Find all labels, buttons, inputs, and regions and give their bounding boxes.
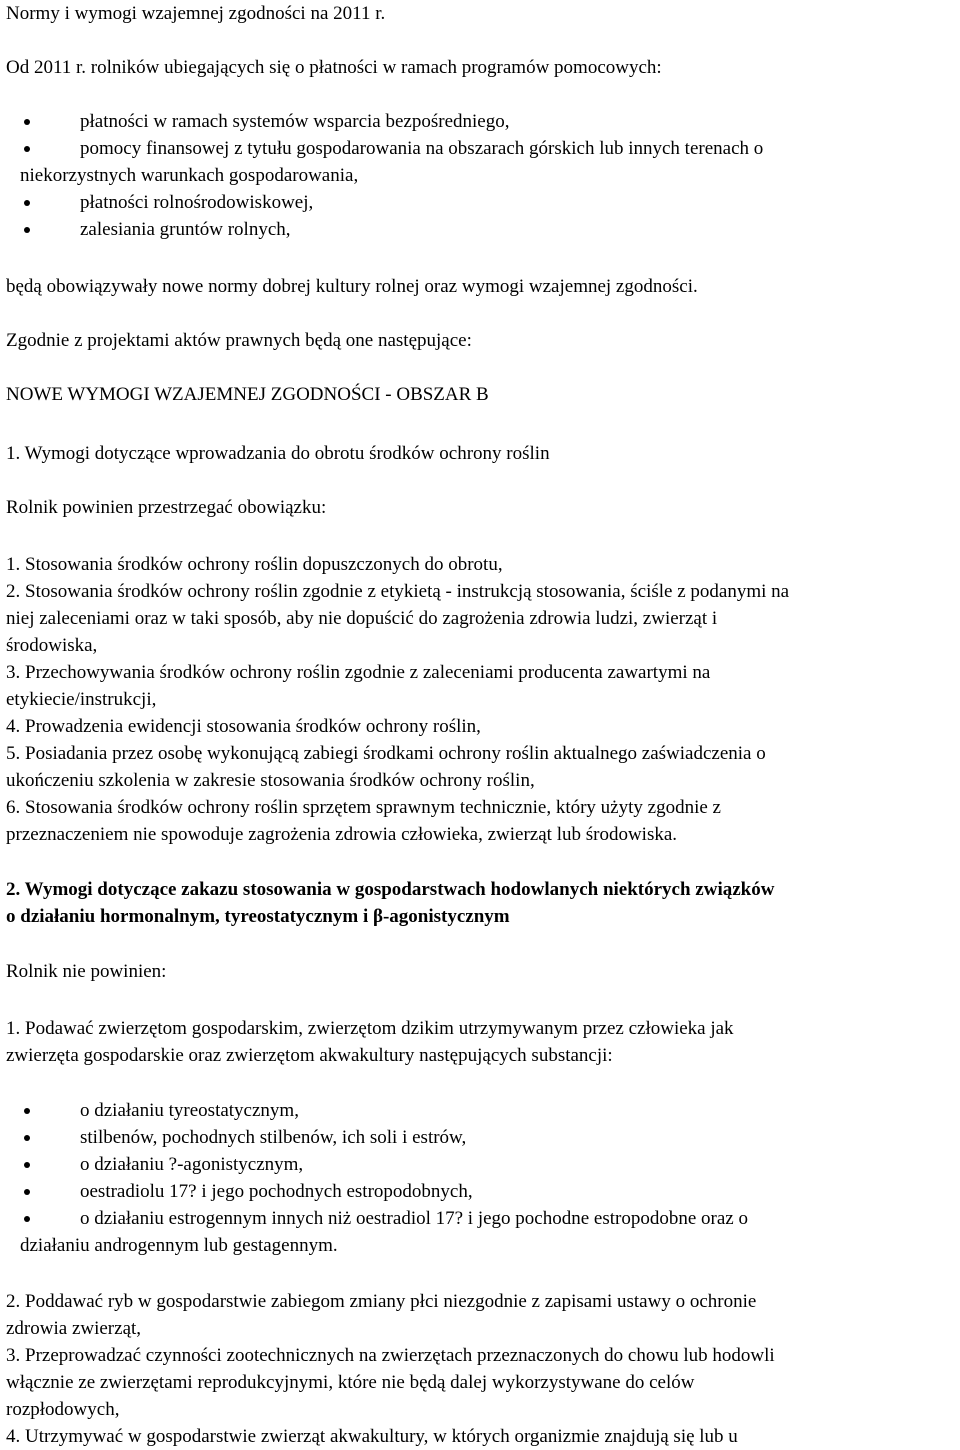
list-item: 4. Utrzymywać w gospodarstwie zwierząt akwakultury, w których organizmie znajdują się lub u xyxy=(6,1426,738,1447)
section-1-lead: Rolnik powinien przestrzegać obowiązku: xyxy=(6,497,327,518)
list-item: stilbenów, pochodnych stilbenów, ich soli i estrów, xyxy=(6,1124,956,1151)
bullet-icon xyxy=(24,200,30,206)
list-item: 1. Stosowania środków ochrony roślin dopuszczonych do obrotu, xyxy=(6,554,503,575)
bullet-icon xyxy=(24,1216,30,1222)
list-item: zalesiania gruntów rolnych, xyxy=(6,216,956,243)
section-2-lead: Rolnik nie powinien: xyxy=(6,961,167,982)
list-item-continuation: środowiska, xyxy=(6,635,98,656)
list-item: 2. Stosowania środków ochrony roślin zgodnie z etykietą - instrukcją stosowania, ściśle z podanymi na xyxy=(6,581,790,602)
bullet-icon xyxy=(24,119,30,125)
list-item-continuation: zdrowia zwierząt, xyxy=(6,1318,142,1339)
list-item-continuation: rozpłodowych, xyxy=(6,1399,120,1420)
area-heading: NOWE WYMOGI WZAJEMNEJ ZGODNOŚCI - OBSZAR B xyxy=(6,384,489,405)
intro-after-paragraph: będą obowiązywały nowe normy dobrej kultury rolnej oraz wymogi wzajemnej zgodności. xyxy=(6,276,698,297)
list-item-continuation: niekorzystnych warunkach gospodarowania, xyxy=(20,165,359,186)
substances-bullet-list xyxy=(6,1097,956,1232)
bullet-icon xyxy=(24,146,30,152)
list-item: o działaniu estrogennym innych niż oestradiol 17? i jego pochodne estropodobne oraz o xyxy=(6,1205,956,1232)
section-1-heading: 1. Wymogi dotyczące wprowadzania do obrotu środków ochrony roślin xyxy=(6,443,550,464)
list-item: o działaniu tyreostatycznym, xyxy=(6,1097,956,1124)
list-item: 3. Przechowywania środków ochrony roślin zgodnie z zaleceniami producenta zawartymi na xyxy=(6,662,711,683)
section-2-item-1: 1. Podawać zwierzętom gospodarskim, zwierzętom dzikim utrzymywanym przez człowieka jak zwierzęta gospodarskie oraz zwierzętom akwakultury następujących substancji: xyxy=(6,1018,734,1066)
list-item-continuation: ukończeniu szkolenia w zakresie stosowania środków ochrony roślin, xyxy=(6,770,535,791)
intro-paragraph: Od 2011 r. rolników ubiegających się o płatności w ramach programów pomocowych: xyxy=(6,57,662,78)
bullet-icon xyxy=(24,227,30,233)
section-2-heading: 2. Wymogi dotyczące zakazu stosowania w gospodarstwach hodowlanych niektórych związków o działaniu hormonalnym, tyreostatycznym i β-agonistycznym xyxy=(6,879,775,927)
list-item: 5. Posiadania przez osobę wykonującą zabiegi środkami ochrony roślin aktualnego zaświadczenia o xyxy=(6,743,766,764)
intro-bullet-list xyxy=(6,108,956,162)
list-item: pomocy finansowej z tytułu gospodarowania na obszarach górskich lub innych terenach o xyxy=(6,135,956,162)
according-paragraph: Zgodnie z projektami aktów prawnych będą one następujące: xyxy=(6,330,472,351)
section-2-list xyxy=(6,1288,956,1450)
document-title: Normy i wymogi wzajemnej zgodności na 2011 r. xyxy=(6,3,386,24)
bullet-icon xyxy=(24,1162,30,1168)
list-item-continuation: etykiecie/instrukcji, xyxy=(6,689,157,710)
list-item-continuation: przeznaczeniem nie spowoduje zagrożenia zdrowia człowieka, zwierząt lub środowiska. xyxy=(6,824,678,845)
list-item: 2. Poddawać ryb w gospodarstwie zabiegom zmiany płci niezgodnie z zapisami ustawy o ochronie xyxy=(6,1291,757,1312)
list-item: oestradiolu 17? i jego pochodnych estropodobnych, xyxy=(6,1178,956,1205)
section-1-list xyxy=(6,551,956,848)
bullet-icon xyxy=(24,1108,30,1114)
intro-bullet-list-continued xyxy=(6,189,956,243)
bullet-icon xyxy=(24,1135,30,1141)
list-item: 6. Stosowania środków ochrony roślin sprzętem sprawnym technicznie, który użyty zgodnie z xyxy=(6,797,721,818)
list-item-continuation: niej zaleceniami oraz w taki sposób, aby nie dopuścić do zagrożenia zdrowia ludzi, zwierząt i xyxy=(6,608,718,629)
list-item: płatności w ramach systemów wsparcia bezpośredniego, xyxy=(6,108,956,135)
list-item-continuation: działaniu androgennym lub gestagennym. xyxy=(20,1235,338,1256)
list-item: o działaniu ?-agonistycznym, xyxy=(6,1151,956,1178)
list-item: płatności rolnośrodowiskowej, xyxy=(6,189,956,216)
list-item: 3. Przeprowadzać czynności zootechnicznych na zwierzętach przeznaczonych do chowu lub hodowli xyxy=(6,1345,775,1366)
list-item-continuation: włącznie ze zwierzętami reprodukcyjnymi, które nie będą dalej wykorzystywane do celów xyxy=(6,1372,695,1393)
bullet-icon xyxy=(24,1189,30,1195)
list-item: 4. Prowadzenia ewidencji stosowania środków ochrony roślin, xyxy=(6,716,481,737)
